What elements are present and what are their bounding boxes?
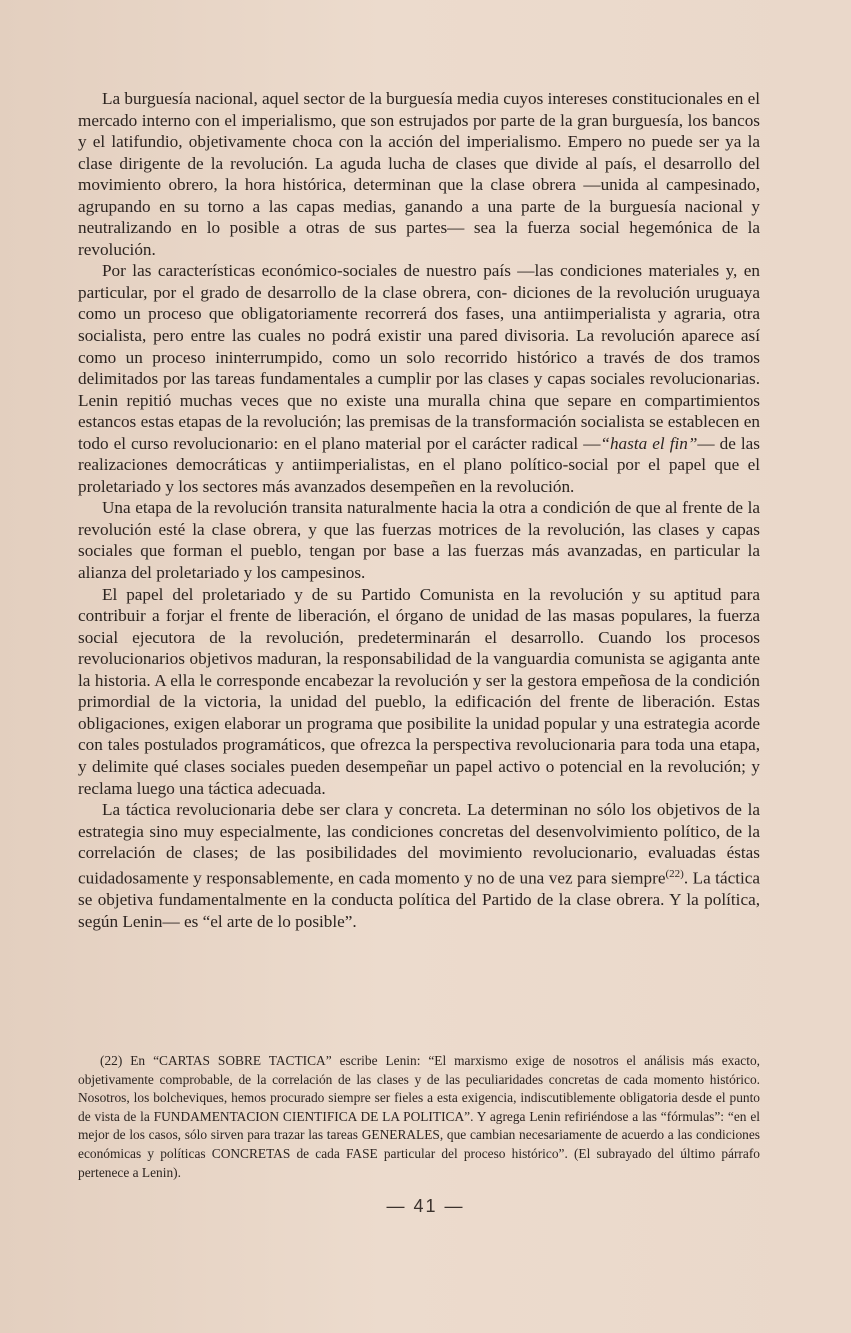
paragraph-2: [78, 260, 760, 497]
page-number: — 41 —: [386, 1196, 465, 1216]
paragraph-3: [78, 497, 760, 583]
footnote-text: (22) En “CARTAS SOBRE TACTICA” escribe Lenin: “El marxismo exige de nosotros el análisis más exacto, objetivamente comprobable, de la correlación de las clases y de las peculiaridades concretas de cada momento histórico. Nosotros, los bolcheviques, hemos procurado siempre ser fieles a esta exigencia, indiscutiblemente obligatoria desde el punto de vista de la FUNDAMENTACION CIENTIFICA DE LA POLITICA”. Y agrega Lenin refiriéndose a las “fórmulas”: “en el mejor de los casos, sólo sirven para trazar las tareas GENERALES, que cambian necesariamente de acuerdo a las condiciones económicas y políticas CONCRETAS de cada FASE particular del proceso histórico”. (El subrayado del último párrafo pertenece a Lenin).: [78, 1053, 760, 1180]
paragraph-5-tail: . La táctica se objetiva fundamentalmente en la conducta política del Partido de la clase obrera. Y la política, según Lenin— es “el arte de lo posible”.: [78, 868, 761, 931]
paragraph-2-rest: diciones de la revolución uruguaya como un proceso que obligatoriamente recorrerá dos fases, una antiimperialista y agraria, otra socialista, pero entre las cuales no podrá existir una pared divisoria. La revolución aparece así como un proceso ininterrumpido, como un solo recorrido histórico a través de dos tramos delimitados por las tareas fundamentales a cumplir por las clases y capas sociales revolucionarias. Lenin repitió muchas veces que no existe una muralla china que separe en compartimientos estancos estas etapas de la revolución; las premisas de la transformación socialista se establecen en todo el curso revolucionario: en el plano material por el carácter radical —: [78, 282, 760, 453]
paragraph-4-text: El papel del proletariado y de su Partido Comunista en la revolución y su aptitud para contribuir a forjar el frente de liberación, el órgano de unidad de las masas populares, la fuerza social ejecutora de la revolución, predeterminarán el desarrollo. Cuando los procesos revolucionarios objetivos maduran, la responsabilidad de la vanguardia comunista se agiganta ante la historia. A ella le corresponde encabezar la revolución y ser la gestora empeñosa de la condición primordial de la victoria, la unidad del pueblo, la edificación del frente de liberación. Estas obligaciones, exigen elaborar un programa que posibilite la unidad popular y una estrategia acorde con tales postulados programáticos, que ofrezca la perspectiva revolucionaria para toda una etapa, y delimite qué clases sociales pueden desempeñar un papel activo o potencial en la revolución; y reclama luego una táctica adecuada.: [78, 584, 760, 798]
main-text: [78, 88, 760, 932]
paragraph-5-text: La táctica revolucionaria debe ser clara y concreta. La determinan no sólo los objetivos de la estrategia sino muy especialmente, las condiciones concretas del desenvolvimiento político, de la correlación de clases; de las posibilidades del movimiento revolucionario, evaluadas éstas cuidadosamente y responsablemente, en cada momento y no de una vez para siempre: [78, 800, 760, 888]
footnote: [78, 1052, 760, 1182]
footnote-reference: (22): [665, 867, 684, 880]
paragraph-5: [78, 799, 760, 932]
paragraph-1: [78, 88, 760, 260]
paragraph-2-tail: — de las realizaciones democráticas y antiimperialistas, en el plano político-social por el papel que el proletariado y los sectores más avanzados desempeñen en la revolución.: [78, 433, 760, 496]
paragraph-2-emphasis: “hasta el fin”: [600, 433, 698, 453]
paragraph-3-text: Una etapa de la revolución transita naturalmente hacia la otra a condición de que al frente de la revolución esté la clase obrera, y que las fuerzas motrices de la revolución, las clases y capas sociales que forman el pueblo, tengan por base a las fuerzas más avanzadas, en particular la alianza del proletariado y los campesinos.: [78, 498, 760, 583]
paragraph-2-lead: Por las características económico-sociales de nuestro país —las condiciones materiales y, en particular, por el grado de desarrollo de la clase obrera, con-: [78, 261, 760, 302]
paragraph-4: [78, 584, 760, 799]
paragraph-1-text: La burguesía nacional, aquel sector de la burguesía media cuyos intereses constitucionales en el mercado interno con el imperialismo, que son estrujados por parte de la gran burguesía, los bancos y el latifundio, objetivamente choca con la acción del imperialismo. Empero no puede ser ya la clase dirigente de la revolución. La aguda lucha de clases que divide al país, el desarrollo del movimiento obrero, la hora histórica, determinan que la clase obrera —unida al campesinado, agrupando en su torno a las capas medias, ganando a una parte de la burguesía nacional y neutralizando en lo posible a otras de sus partes— sea la fuerza social hegemónica de la revolución.: [78, 89, 760, 259]
